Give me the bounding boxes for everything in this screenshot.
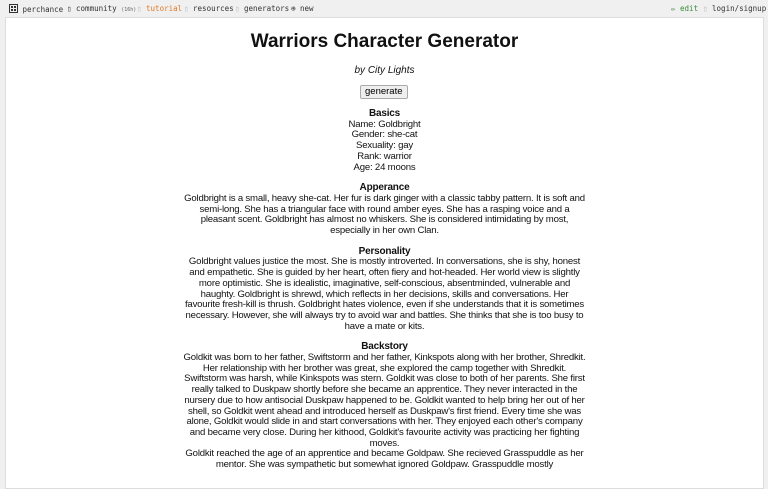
new-link[interactable] (291, 4, 314, 13)
basics-heading: Basics (368, 108, 401, 119)
tutorial-icon: ▯ (137, 4, 142, 13)
backstory-apprentice: Goldkit reached the age of an apprentice and became Goldpaw. She recieved Grasspuddle as her mentor. She was sympathetic but somewhat ignored Goldpaw. Grasspuddle mostly (185, 448, 584, 471)
tutorial-label: tutorial (146, 4, 183, 13)
community-link[interactable] (67, 4, 136, 13)
backstory-section (182, 342, 587, 470)
edit-link[interactable] (671, 4, 698, 13)
community-badge: (16h) (121, 7, 137, 13)
personality-heading: Personality (358, 245, 411, 257)
tutorial-link[interactable] (137, 4, 182, 13)
appearance-section (182, 183, 587, 237)
login-icon: ▯ (703, 4, 708, 13)
plus-circle-icon: ⊕ (291, 4, 296, 13)
community-icon: ▯ (67, 4, 72, 13)
resources-icon: ▯ (184, 4, 189, 13)
login-link[interactable] (703, 4, 766, 13)
new-label: new (300, 4, 314, 13)
perchance-link[interactable] (9, 4, 63, 14)
top-nav-bar (0, 0, 768, 16)
appearance-text: Goldbright is a small, heavy she-cat. Her fur is dark ginger with a classic tabby pattern. It is soft and semi-long. She has a triangular face with round amber eyes. She has a rasping voice and a pleasant scent. Goldbright has almost no whiskers. She is considered intimidating by most, especially in her own Clan. (184, 192, 585, 237)
personality-section (182, 247, 587, 333)
generators-icon: ▯ (235, 4, 240, 13)
basics-gender: Gender: she-cat (351, 129, 418, 141)
basics-sexuality: Sexuality: gay (356, 140, 413, 152)
edit-label: edit (680, 4, 699, 13)
page-title: Warriors Character Generator (250, 31, 519, 52)
generator-panel (5, 17, 764, 489)
pencil-icon: ✏ (671, 4, 676, 13)
generate-button[interactable]: generate (360, 85, 408, 99)
basics-name: Name: Goldbright (348, 118, 421, 130)
dice-icon (9, 4, 18, 13)
generated-output (182, 109, 587, 481)
basics-section (182, 109, 587, 173)
byline: by City Lights (354, 65, 415, 76)
backstory-heading: Backstory (361, 341, 408, 353)
personality-text: Goldbright values justice the most. She is mostly introverted. In conversations, she is shy, honest and empathetic. She is guided by her heart, often fiery and hot-headed. Her world view is slightly more optimistic. She is idealistic, imaginative, self-conscious, absentminded, vulnerable and haughty. Goldbright is shrewd, which reflects in her decisions, skills and conversations. Her favourite fresh-kill is thrush. Goldbright hates violence, even if she understands that it is sometimes necessary. However, she will always try to avoid war and battles. She thinks that she is too busy to have a mate or kits. (184, 256, 585, 332)
resources-label: resources (193, 4, 234, 13)
basics-age: Age: 24 moons (353, 161, 416, 173)
basics-rank: Rank: warrior (357, 150, 412, 162)
resources-link[interactable] (184, 4, 234, 13)
generators-link[interactable] (235, 4, 289, 13)
appearance-heading: Apperance (359, 182, 410, 194)
login-label: login/signup (712, 4, 767, 13)
community-label: community (76, 4, 117, 13)
backstory-kithood: Goldkit was born to her father, Swiftstorm and her father, Kinkspots along with her brother, Shredkit. Her relationship with her brother was great, she explored the camp together with Shredkit. Swiftstorm was harsh, while Kinkspots was stern. Goldkit was close to both of her parents. She first really talked to Duskpaw shortly before she became an apprentice. They never interacted in the nursery due to how antisocial Duskpaw happened to be. Goldkit wanted to help bring her out of her shell, so Goldkit went ahead and introduced herself as Duskpaw's first friend. Every time she was alone, Goldkit would slide in and start conversations with her. They enjoyed each other's company and became very close. During her kithood, Goldkit's favourite activity was practicing her fighting moves. (183, 352, 586, 449)
generators-label: generators (244, 4, 290, 13)
perchance-label: perchance (22, 5, 64, 14)
